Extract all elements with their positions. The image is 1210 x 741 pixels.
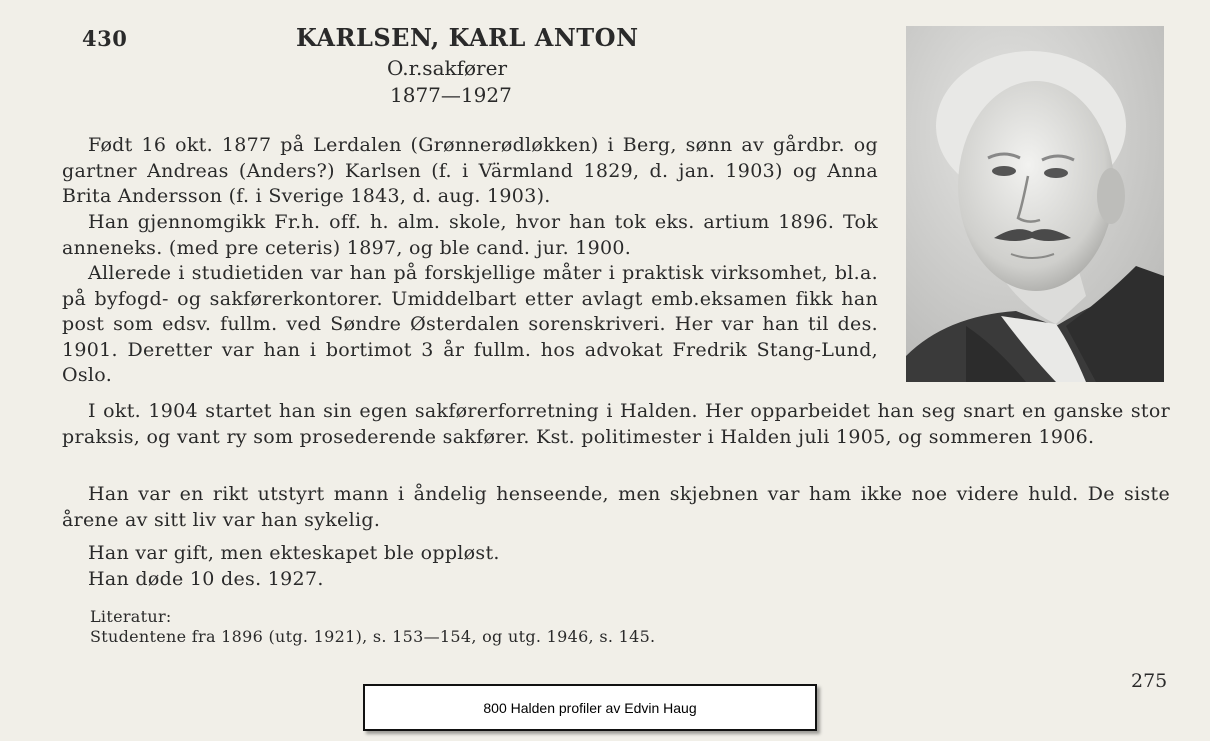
paragraph-marriage: Han var gift, men ekteskapet ble oppløst. [88, 542, 500, 564]
paragraph-death: Han døde 10 des. 1927. [88, 568, 324, 590]
literature-label: Literatur: [90, 607, 172, 626]
portrait-photo [906, 26, 1164, 382]
caption-box [363, 684, 817, 731]
page-number: 275 [1131, 670, 1168, 692]
caption-text: 800 Halden profiler av Edvin Haug [483, 699, 697, 716]
paragraph-character: Han var en rikt utstyrt mann i åndelig henseende, men skjebnen var ham ikke noe videre huld. De siste årene av sitt liv var han sykelig. [62, 483, 1170, 531]
paragraph-birth: Født 16 okt. 1877 på Lerdalen (Grønnerødløkken) i Berg, sønn av gårdbr. og gartner Andreas (Anders?) Karlsen (f. i Värmland 1829, d. jan. 1903) og Anna Brita Andersson (f. i Sverige 1843, d. aug. 1903). [62, 134, 878, 207]
paragraph-early-career: Allerede i studietiden var han på forskjellige måter i praktisk virksomhet, bl.a. på byfogd- og sakførerkontorer. Umiddelbart etter avlagt emb.eksamen fikk han post som edsv. fullm. ved Søndre Østerdalen sorenskriveri. Her var han til des. 1901. Deretter var han i bortimot 3 år fullm. hos advokat Fredrik Stang-Lund, Oslo. [62, 262, 878, 386]
paragraph-education: Han gjennomgikk Fr.h. off. h. alm. skole, hvor han tok eks. artium 1896. Tok anneneks. (med pre ceteris) 1897, og ble cand. jur. 1900. [62, 211, 878, 259]
portrait-illustration [906, 26, 1164, 382]
entry-years: 1877—1927 [390, 83, 512, 107]
entry-name: KARLSEN, KARL ANTON [296, 23, 639, 52]
entry-profession: O.r.sakfører [387, 56, 508, 80]
literature-reference: Studentene fra 1896 (utg. 1921), s. 153—154, og utg. 1946, s. 145. [90, 627, 656, 646]
entry-number: 430 [82, 26, 128, 51]
paragraph-law-practice: I okt. 1904 startet han sin egen sakførerforretning i Halden. Her opparbeidet han seg snart en ganske stor praksis, og vant ry som prosederende sakfører. Kst. politimester i Halden juli 1905, og sommeren 1906. [62, 400, 1170, 448]
